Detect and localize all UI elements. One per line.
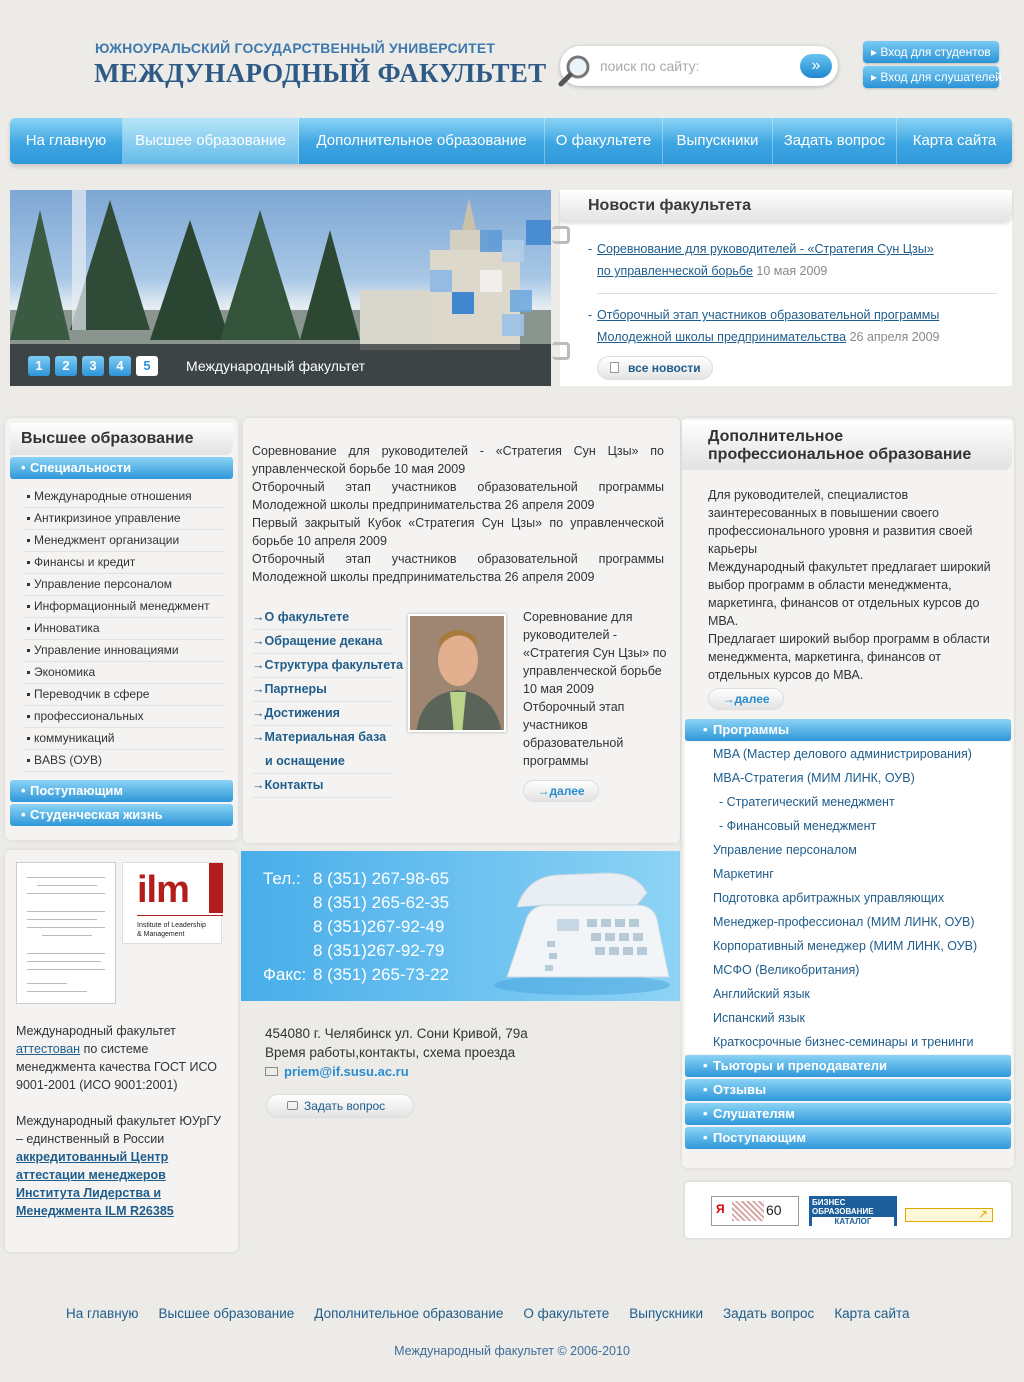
copyright: Международный факультет © 2006-2010: [394, 1344, 630, 1358]
news-item-date: 10 мая 2009: [756, 264, 828, 278]
divider: [597, 293, 997, 294]
specialty-item[interactable]: Инноватика: [24, 618, 224, 640]
description-paragraph: Для руководителей, специалистов заинтересованных в повышении своего профессионального уровня и развития своей карьеры: [708, 488, 973, 556]
badge-text: КАТАЛОГ: [812, 1217, 894, 1226]
news-item-link[interactable]: Соревнование для руководителей - «Стратегия Сун Цзы» по управленческой борьбе: [597, 242, 934, 278]
banner-slideshow: [10, 190, 551, 386]
right-title-line: Дополнительное: [708, 428, 844, 445]
cert-text: Международный факультет ЮУрГУ – единственный в России: [16, 1114, 222, 1146]
business-education-badge[interactable]: [809, 1196, 897, 1226]
slide-2-button[interactable]: 2: [55, 356, 77, 376]
envelope-icon: [265, 1067, 278, 1076]
link-contacts[interactable]: →Контакты: [252, 774, 394, 798]
footer-link-about[interactable]: О факультете: [523, 1306, 610, 1321]
ilm-center-link[interactable]: аккредитованный Центр аттестации менеджеров Института Лидерства и Менеджмента ILM R26385: [16, 1150, 174, 1218]
section-label: Отзывы: [713, 1082, 767, 1097]
ask-question-button[interactable]: [266, 1094, 414, 1118]
specialty-item[interactable]: Антикризиное управление: [24, 508, 224, 530]
phone-number: 8 (351)267-92-79: [313, 941, 445, 960]
faculty-name[interactable]: МЕЖДУНАРОДНЫЙ ФАКУЛЬТЕТ: [94, 58, 547, 88]
section-label: Тьюторы и преподаватели: [713, 1058, 887, 1073]
main-nav: [10, 118, 1012, 164]
rating-badge[interactable]: [905, 1208, 993, 1222]
binder-ring-icon: [552, 226, 570, 244]
program-item[interactable]: Маркетинг: [713, 867, 774, 881]
news-line[interactable]: Первый закрытый Кубок «Стратегия Сун Цзы» по управленческой борьбе 10 апреля 2009: [252, 516, 664, 548]
footer-link-additional-education[interactable]: Дополнительное образование: [314, 1306, 504, 1321]
login-students-button[interactable]: ▸ Вход для студентов: [863, 41, 999, 63]
program-item[interactable]: МСФО (Великобритания): [713, 963, 860, 977]
link-material-base-cont[interactable]: и оснащение: [252, 750, 394, 774]
contacts-banner: [241, 851, 680, 1001]
partner-badges: [685, 1182, 1011, 1238]
login-listeners-label: Вход для слушателей: [880, 70, 1002, 84]
news-item: - Соревнование для руководителей - «Стратегия Сун Цзы» по управленческой борьбе 10 мая 2009: [588, 242, 934, 278]
ilm-logo-subtitle: Institute of Leadership & Management: [137, 922, 206, 938]
phone-number: 8 (351)267-92-49: [313, 917, 445, 936]
tel-label: Тел.:: [263, 869, 301, 888]
login-listeners-button[interactable]: ▸ Вход для слушателей: [863, 66, 999, 88]
applicants-button[interactable]: • Поступающим: [10, 780, 233, 802]
program-item[interactable]: Корпоративный менеджер (МИМ ЛИНК, ОУВ): [713, 939, 978, 953]
link-material-base[interactable]: →Материальная база: [252, 730, 387, 744]
news-line[interactable]: Отборочный этап участников образовательной программы Молодежной школы предпринимательства 26 апреля 2009: [252, 552, 664, 584]
telephone-icon: [487, 857, 677, 999]
faculty-links: [252, 606, 404, 798]
link-structure[interactable]: →Структура факультета: [252, 654, 394, 678]
center-news-list: [252, 442, 664, 586]
certificate-text: [16, 1022, 226, 1220]
right-title-line: профессиональное образование: [708, 446, 972, 463]
news-line[interactable]: Отборочный этап участников образовательной программы Молодежной школы предпринимательства 26 апреля 2009: [252, 480, 664, 512]
footer-link-home[interactable]: На главную: [66, 1306, 139, 1321]
program-item[interactable]: Английский язык: [713, 987, 810, 1001]
nav-additional-education[interactable]: Дополнительное образование: [299, 118, 545, 164]
description-paragraph: Предлагает широкий выбор программ в области менеджмента, маркетинга, финансов от отдельных курсов до МВА.: [708, 632, 990, 682]
footer-link-alumni[interactable]: Выпускники: [629, 1306, 703, 1321]
address: 454080 г. Челябинск ул. Сони Кривой, 79а: [265, 1026, 528, 1041]
section-label: Слушателям: [713, 1106, 795, 1121]
hours-link[interactable]: Время работы,контакты, схема проезда: [265, 1045, 516, 1060]
specialty-item[interactable]: Менеджмент организации: [24, 530, 224, 552]
yandex-counter-badge[interactable]: [711, 1196, 799, 1226]
programs-list: [685, 742, 1011, 1054]
ilm-logo[interactable]: [122, 862, 222, 944]
nav-ask-question[interactable]: Задать вопрос: [773, 118, 897, 164]
specialty-item[interactable]: Информационный менеджмент: [24, 596, 224, 618]
news-panel: [560, 190, 1012, 386]
nav-home[interactable]: На главную: [10, 118, 123, 164]
section-reviews[interactable]: • Отзывы: [685, 1079, 1011, 1101]
specialty-item[interactable]: Международные отношения: [24, 486, 224, 508]
ask-question-label: Задать вопрос: [304, 1099, 386, 1113]
banner-caption: Международный факультет: [186, 358, 366, 374]
link-about[interactable]: →О факультете: [252, 606, 394, 630]
specialty-item[interactable]: Управление инновациями: [24, 640, 224, 662]
programs-header[interactable]: • Программы: [685, 719, 1011, 741]
double-chevron-right-icon: »: [811, 57, 821, 74]
section-applicants[interactable]: • Поступающим: [685, 1127, 1011, 1149]
dean-portrait: [410, 616, 506, 732]
search-icon: [556, 50, 596, 90]
login-students-label: Вход для студентов: [880, 45, 991, 59]
program-item[interactable]: Управление персоналом: [713, 843, 857, 857]
arrow-icon: ↗: [977, 1207, 988, 1221]
news-item: - Отборочный этап участников образовательной программы Молодежной школы предпринимательства 26 апреля 2009: [588, 308, 940, 344]
specialty-item[interactable]: профессиональных: [24, 706, 224, 728]
description-paragraph: Международный факультет предлагает широкий выбор программ в области менеджмента, маркетинга, финансов от отдельных курсов до МВА.: [708, 560, 991, 628]
badge-text: БИЗНЕС: [812, 1198, 846, 1207]
footer-link-higher-education[interactable]: Высшее образование: [158, 1306, 295, 1321]
more-button[interactable]: →далее: [708, 688, 784, 710]
footer-link-sitemap[interactable]: Карта сайта: [834, 1306, 910, 1321]
search-box: [560, 46, 838, 86]
search-input[interactable]: [600, 54, 800, 78]
specialty-item[interactable]: коммуникаций: [24, 728, 224, 750]
news-item-link[interactable]: Отборочный этап участников образовательной программы Молодежной школы предпринимательства: [597, 308, 940, 344]
slide-4-button[interactable]: 4: [109, 356, 131, 376]
divider: [137, 915, 223, 916]
specialty-item[interactable]: Переводчик в сфере: [24, 684, 224, 706]
fax-number: 8 (351) 265-73-22: [313, 965, 450, 984]
program-item[interactable]: Краткосрочные бизнес-семинары и тренинги: [713, 1035, 974, 1049]
ilm-logo-text: ilm: [137, 869, 189, 911]
speech-bubble-icon: [287, 1101, 298, 1110]
ilm-logo-bar: [209, 863, 223, 913]
footer-link-ask[interactable]: Задать вопрос: [722, 1306, 815, 1321]
page-icon: [610, 362, 619, 373]
left-sidebar-title: Высшее образование: [21, 430, 194, 447]
programs-label: Программы: [713, 722, 790, 737]
link-achievements[interactable]: →Достижения: [252, 702, 394, 726]
dean-photo[interactable]: [408, 614, 506, 732]
program-item[interactable]: Менеджер-профессионал (МИМ ЛИНК, ОУВ): [713, 915, 975, 929]
badge-text: ОБРАЗОВАНИЕ: [812, 1207, 874, 1216]
counter-pattern: [732, 1201, 764, 1221]
nav-alumni[interactable]: Выпускники: [663, 118, 773, 164]
nav-sitemap[interactable]: Карта сайта: [912, 132, 997, 149]
slide-5-button[interactable]: 5: [136, 356, 158, 376]
more-button[interactable]: →далее: [523, 780, 599, 802]
specialties-label: Специальности: [30, 460, 132, 475]
email-link[interactable]: priem@if.susu.ac.ru: [284, 1064, 409, 1079]
program-item[interactable]: Подготовка арбитражных управляющих: [713, 891, 945, 905]
link-dean-address[interactable]: →Обращение декана: [252, 630, 394, 654]
link-partners[interactable]: →Партнеры: [252, 678, 394, 702]
counter-value: 60: [766, 1202, 782, 1218]
address-block: [265, 1024, 528, 1062]
specialties-list: [24, 486, 224, 772]
phone-number: 8 (351) 265-62-35: [313, 893, 450, 912]
university-name: ЮЖНОУРАЛЬСКИЙ ГОСУДАРСТВЕННЫЙ УНИВЕРСИТЕТ: [95, 40, 496, 56]
specialty-item[interactable]: Финансы и кредит: [24, 552, 224, 574]
program-item[interactable]: MBA (Мастер делового администрирования): [713, 747, 972, 761]
section-label: Поступающим: [713, 1130, 807, 1145]
yandex-logo: Я: [716, 1202, 725, 1216]
nav-about[interactable]: О факультете: [545, 118, 663, 164]
specialty-item[interactable]: Экономика: [24, 662, 224, 684]
right-description: [708, 486, 998, 684]
program-item[interactable]: - Стратегический менеджмент: [719, 795, 895, 809]
phone-number: 8 (351) 267-98-65: [313, 869, 450, 888]
cert-text: по системе менеджмента качества ГОСТ ИСО 9001-2001 (ИСО 9001:2001): [16, 1042, 217, 1092]
all-news-label: все новости: [628, 361, 701, 375]
news-line[interactable]: Соревнование для руководителей - «Стратегия Сун Цзы» по управленческой борьбе 10 мая 2009: [252, 444, 664, 476]
email-block: [265, 1064, 409, 1079]
footer-nav: [66, 1306, 910, 1321]
student-life-label: Студенческая жизнь: [30, 807, 163, 822]
student-life-button[interactable]: • Студенческая жизнь: [10, 804, 233, 826]
specialty-item[interactable]: Управление персоналом: [24, 574, 224, 596]
section-tutors[interactable]: • Тьюторы и преподаватели: [685, 1055, 1011, 1077]
news-item-date: 26 апреля 2009: [849, 330, 940, 344]
news-title: Новости факультета: [588, 197, 751, 214]
search-submit-button[interactable]: [800, 54, 832, 78]
program-item[interactable]: Испанский язык: [713, 1011, 805, 1025]
cert-text: Международный факультет: [16, 1024, 176, 1038]
applicants-label: Поступающим: [30, 783, 124, 798]
fax-label: Факс:: [263, 965, 307, 984]
all-news-button[interactable]: [597, 356, 713, 380]
slide-1-button[interactable]: 1: [28, 356, 50, 376]
specialties-header[interactable]: • Специальности: [10, 457, 233, 479]
slide-3-button[interactable]: 3: [82, 356, 104, 376]
program-item[interactable]: - Финансовый менеджмент: [719, 819, 877, 833]
binder-ring-icon: [552, 342, 570, 360]
specialty-item[interactable]: BABS (ОУВ): [24, 750, 224, 772]
certificate-image[interactable]: [16, 862, 116, 1004]
program-item[interactable]: MBA-Стратегия (МИМ ЛИНК, ОУВ): [713, 771, 915, 785]
dean-news-text: Соревнование для руководителей - «Стратегия Сун Цзы» по управленческой борьбе 10 мая 2009 Отборочный этап участников образовательной программы: [523, 610, 667, 768]
section-listeners[interactable]: • Слушателям: [685, 1103, 1011, 1125]
nav-higher-education[interactable]: Высшее образование: [123, 118, 299, 164]
attested-link[interactable]: аттестован: [16, 1042, 81, 1056]
right-sidebar-title: [708, 428, 971, 464]
